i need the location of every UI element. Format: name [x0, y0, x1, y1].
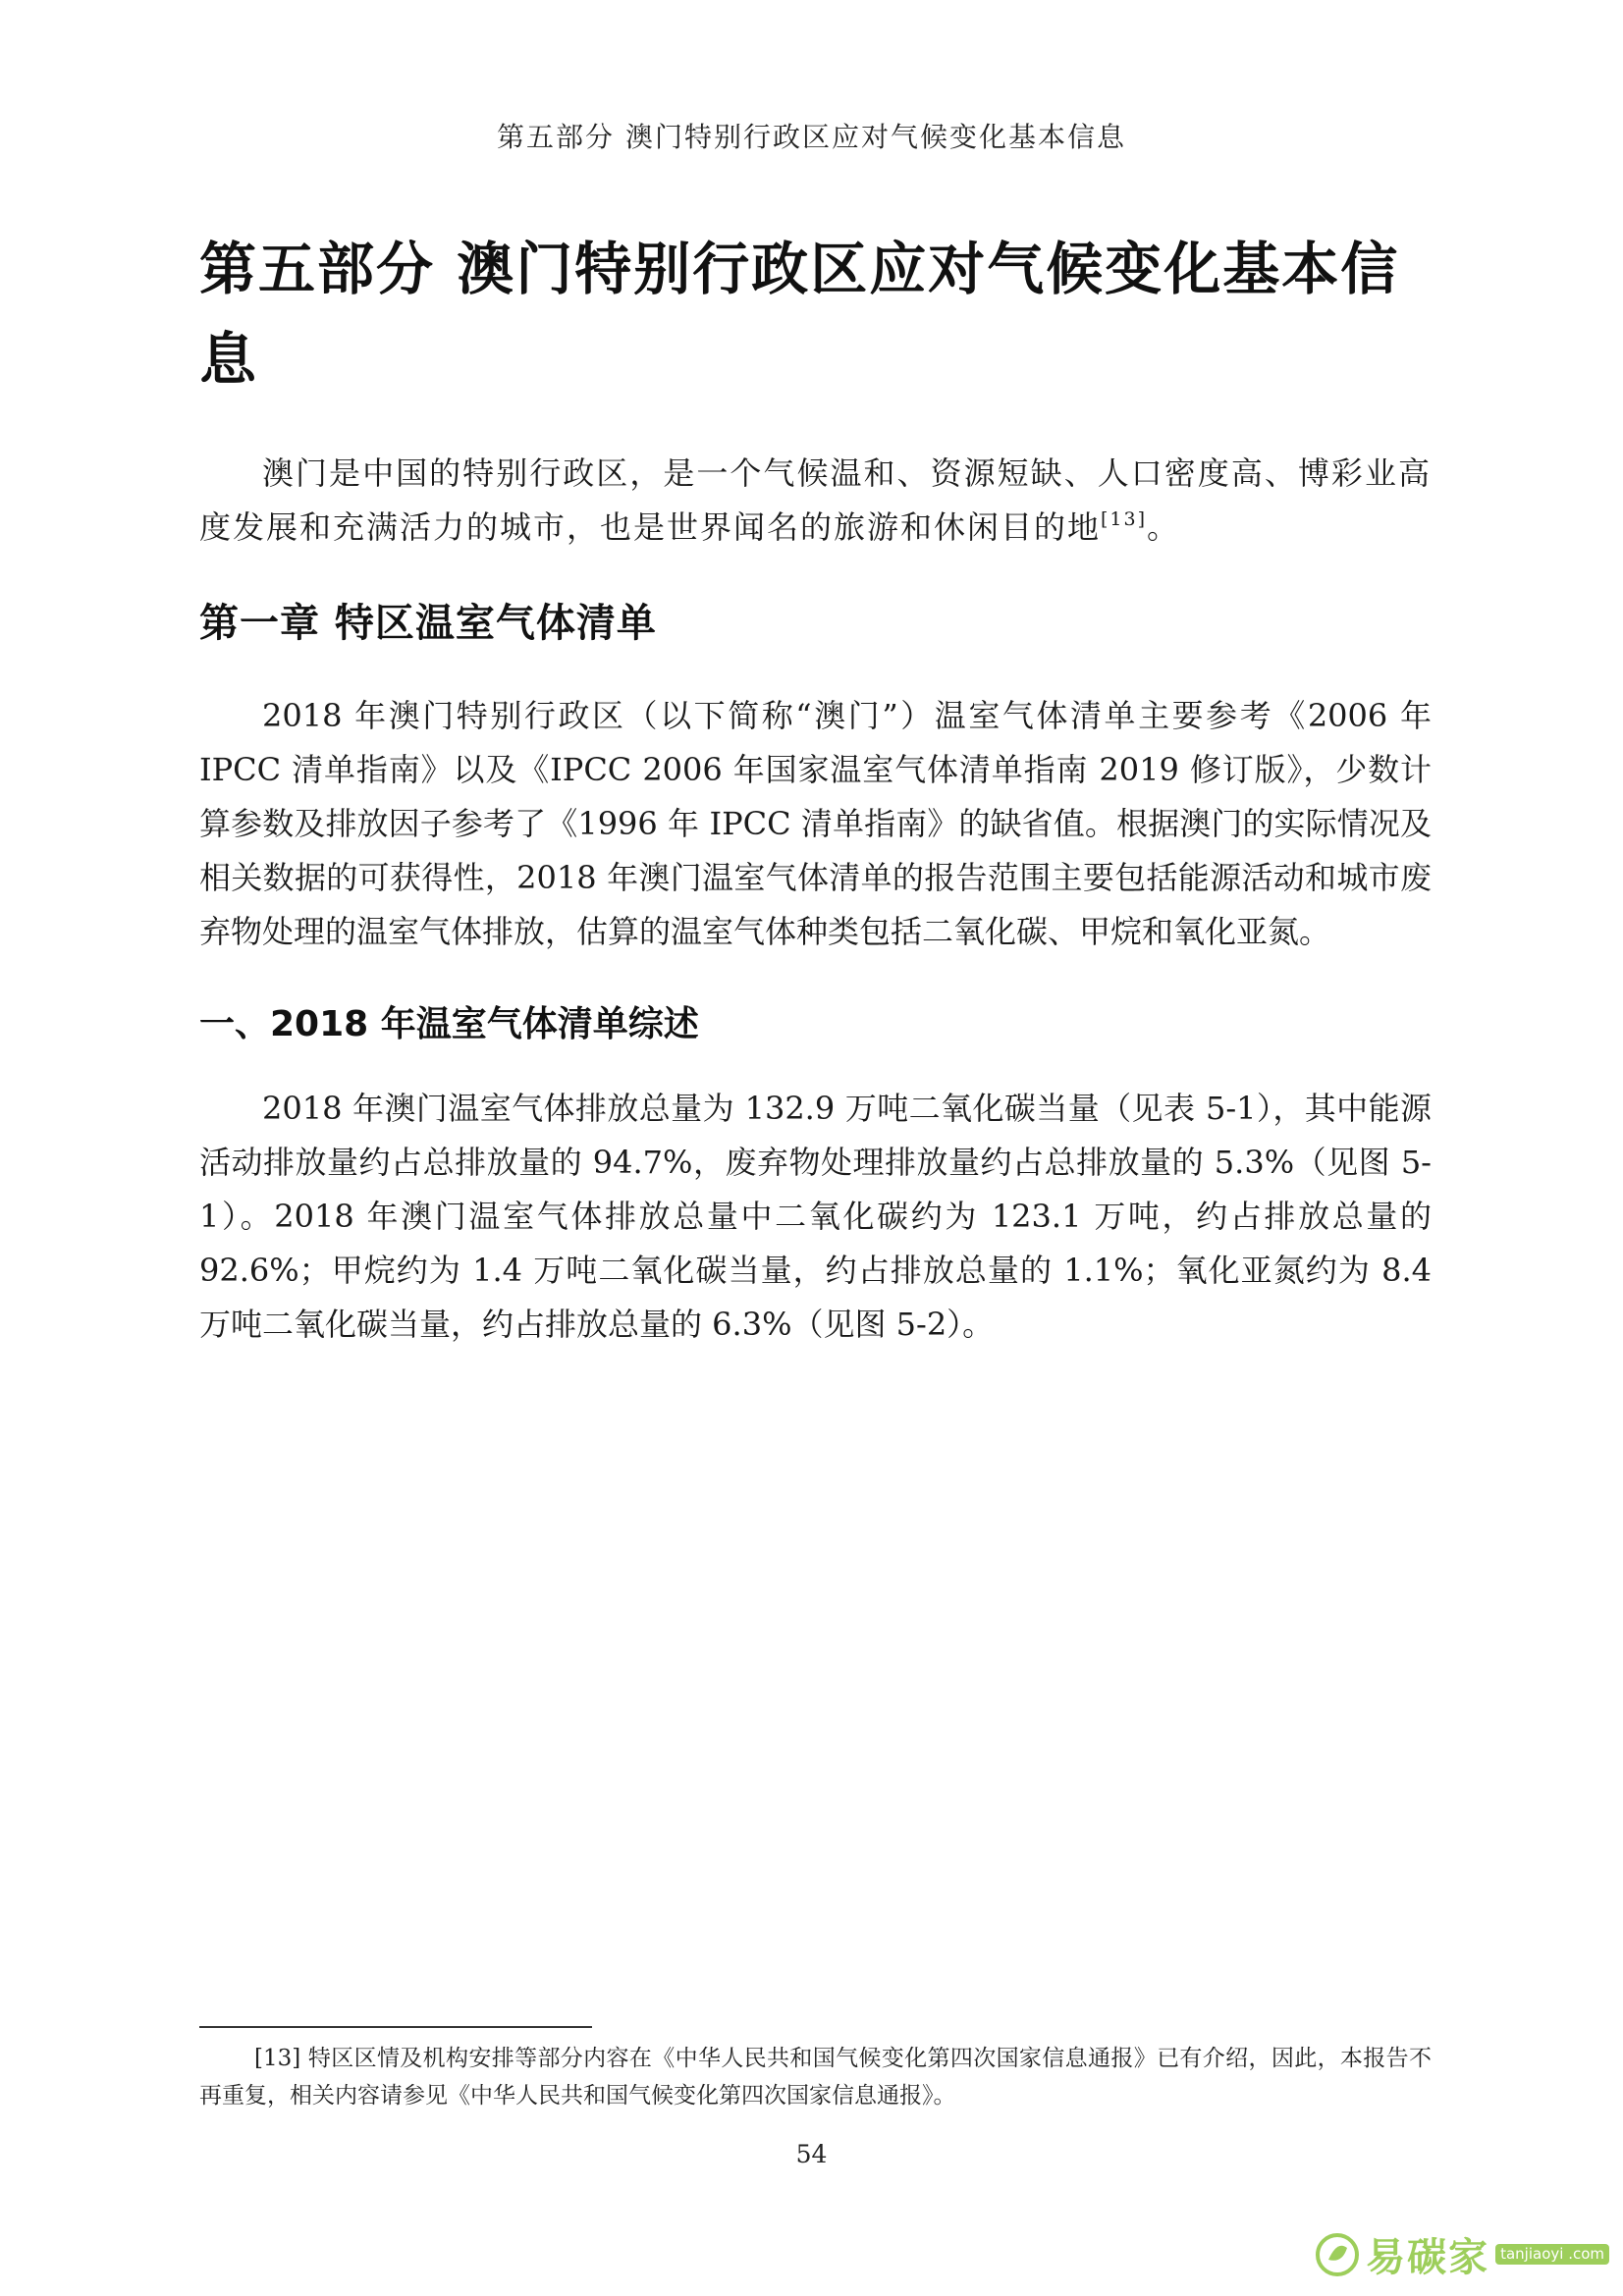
intro-paragraph-text: 澳门是中国的特别行政区，是一个气候温和、资源短缺、人口密度高、博彩业高度发展和充满活力的城市，也是世界闻名的旅游和休闲目的地	[199, 454, 1432, 546]
chapter-title: 第一章 特区温室气体清单	[199, 601, 657, 646]
watermark-name: 易碳家	[1366, 2235, 1490, 2280]
intro-paragraph	[199, 447, 1432, 555]
part-title: 第五部分 澳门特别行政区应对气候变化基本信息	[199, 236, 1400, 393]
section-title: 一、2018 年温室气体清单综述	[199, 1004, 699, 1044]
watermark-domain: tanjiaoyi .com	[1495, 2244, 1609, 2265]
watermark	[1315, 2226, 1609, 2282]
footnote-reference[interactable]: [13]	[1101, 508, 1148, 530]
intro-paragraph-end: 。	[1147, 508, 1181, 546]
leaf-logo-icon	[1315, 2232, 1360, 2277]
footnote: [13] 特区区情及机构安排等部分内容在《中华人民共和国气候变化第四次国家信息通报》已有介绍，因此，本报告不再重复，相关内容请参见《中华人民共和国气候变化第四次国家信息通报》。	[199, 2046, 1432, 2109]
running-header: 第五部分 澳门特别行政区应对气候变化基本信息	[497, 121, 1126, 153]
section-paragraph: 2018 年澳门温室气体排放总量为 132.9 万吨二氧化碳当量（见表 5-1），其中能源活动排放量约占总排放量的 94.7%，废弃物处理排放量约占总排放量的 5.3%（见图 5-1）。2018 年澳门温室气体排放总量中二氧化碳约为 123.1 万吨，约占排放总量的 92.6%；甲烷约为 1.4 万吨二氧化碳当量，约占排放总量的 1.1%；氧化亚氮约为 8.4 万吨二氧化碳当量，约占排放总量的 6.3%（见图 5-2）。	[199, 1090, 1432, 1343]
chapter-paragraph: 2018 年澳门特别行政区（以下简称“澳门”）温室气体清单主要参考《2006 年 IPCC 清单指南》以及《IPCC 2006 年国家温室气体清单指南 2019 修订版》，少数计算参数及排放因子参考了《1996 年 IPCC 清单指南》的缺省值。根据澳门的实际情况及相关数据的可获得性，2018 年澳门温室气体清单的报告范围主要包括能源活动和城市废弃物处理的温室气体排放，估算的温室气体种类包括二氧化碳、甲烷和氧化亚氮。	[199, 697, 1432, 950]
footnote-divider	[199, 2026, 592, 2028]
page-number: 54	[795, 2140, 828, 2168]
